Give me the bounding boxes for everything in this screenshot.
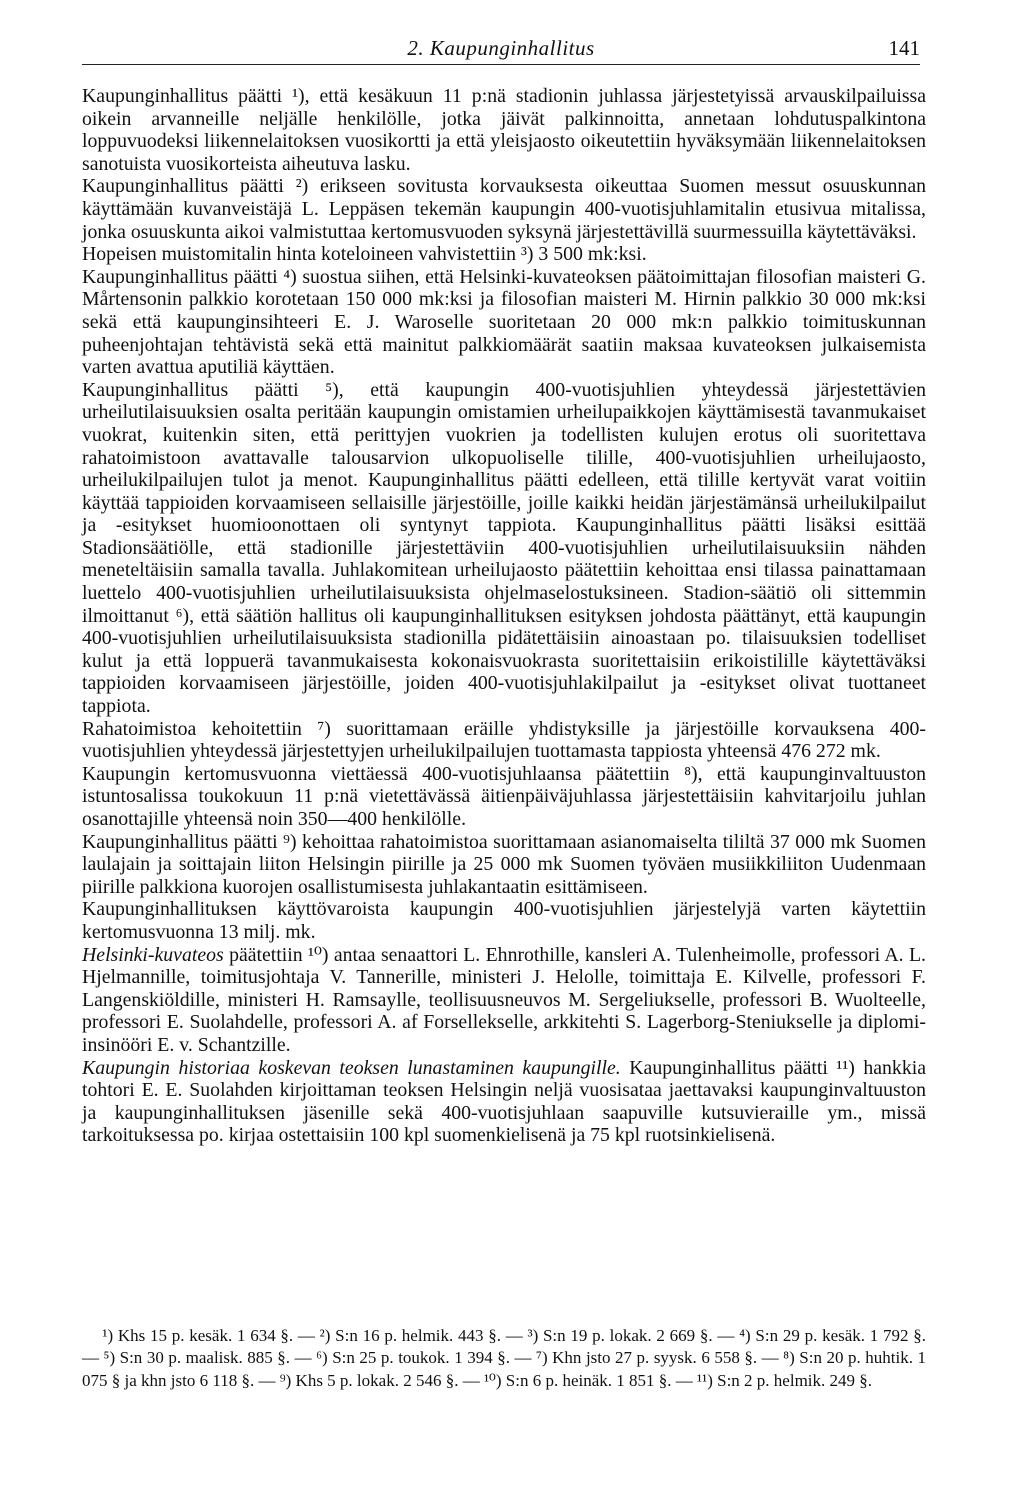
paragraph: Kaupunginhallitus päätti ¹), että kesäkuun 11 p:nä stadionin juhlassa järjestetyissä arvauskilpailuissa oikein arvanneille neljälle henkilölle, jotka jäivät palkinnoitta, annetaan lohdutuspalkintona loppuvuodeksi liikennelaitoksen vuosikortti ja että yleisjaosto oikeutettiin hyväksymään liikennelaitoksen sanotuista vuosikorteista aiheutuva lasku. [82, 85, 926, 175]
paragraph-text: päätettiin ¹⁰) antaa senaattori L. Ehnrothille, kansleri A. Tulenheimolle, professori A. L. Hjelmannille, toimitusjohtaja V. Tannerille, ministeri J. Helolle, toimittaja E. Kilvelle, professori F. Langenskiöldille, ministeri H. Ramsaylle, teollisuusneuvos M. Sergeliukselle, professori B. Wuolteelle, professori E. Suolahdelle, professori A. af Forsellekselle, arkkitehti S. Lagerborg-Steniukselle ja diplomi-insinööri E. v. Schantzille. [82, 943, 926, 1056]
paragraph-text: Kaupunginhallitus päätti ¹¹) hankkia tohtori E. E. Suolahden kirjoittaman teoksen Helsingin neljä vuosisataa jaettavaksi kaupunginvaltuuston ja kaupunginhallituksen jäsenille sekä 400-vuotisjuhlaan saapuville kutsuvieraille ym., missä tarkoituksessa po. kirjaa ostettaisiin 100 kpl suomenkielisenä ja 75 kpl ruotsinkielisenä. [82, 1056, 926, 1147]
paragraph: Kaupungin kertomusvuonna viettäessä 400-vuotisjuhlaansa päätettiin ⁸), että kaupunginvaltuuston istuntosalissa toukokuun 11 p:nä vietettävässä äitienpäiväjuhlassa järjestettäisiin kahvitarjoilu juhlan osanottajille yhteensä noin 350—400 henkilölle. [82, 762, 926, 830]
body-text [82, 85, 926, 1147]
paragraph: Kaupunginhallitus päätti ⁴) suostua siihen, että Helsinki-kuvateoksen päätoimittajan filosofian maisteri G. Mårtensonin palkkio korotetaan 150 000 mk:ksi ja filosofian maisteri M. Hirnin palkkio 30 000 mk:ksi sekä että kaupunginsihteeri E. J. Waroselle suoritetaan 20 000 mk:n palkkio toimituskunnan puheenjohtajan tehtävistä sekä että mainitut palkkiomäärät saatiin maksaa kuvateoksen julkaisemista varten avattua aputiliä käyttäen. [82, 265, 926, 379]
footnotes [82, 1325, 926, 1392]
page-number: 141 [888, 36, 920, 60]
paragraph: Rahatoimistoa kehoitettiin ⁷) suorittamaan eräille yhdistyksille ja järjestöille korvauksena 400-vuotisjuhlien yhteydessä järjestettyjen urheilukilpailujen tuottamasta tappiosta yhteensä 476 272 mk. [82, 717, 926, 763]
italic-heading: Kaupungin historiaa koskevan teoksen lunastaminen kaupungille. [82, 1056, 621, 1079]
running-title: 2. Kaupunginhallitus [407, 36, 595, 60]
paragraph: Kaupunginhallitus päätti ²) erikseen sovitusta korvauksesta oikeuttaa Suomen messut osuuskunnan käyttämään kuvanveistäjä L. Leppäsen tekemän kaupungin 400-vuotisjuhlamitalin etusivua mitalissa, jonka osuuskunta aikoi valmistuttaa kertomusvuoden syksynä järjestettävillä suurmessuilla käytettäväksi. [82, 175, 926, 243]
paragraph: Kaupunginhallitus päätti ⁹) kehoittaa rahatoimistoa suorittamaan asianomaiselta tililtä 37 000 mk Suomen laulajain ja soittajain liiton Helsingin piirille ja 25 000 mk Suomen työväen musiikkiliiton Uudenmaan piirille palkkiona kuorojen osallistumisesta juhlakantaatin esittämiseen. [82, 830, 926, 898]
italic-heading: Helsinki-kuvateos [82, 943, 224, 966]
paragraph [82, 944, 926, 1057]
paragraph [82, 1057, 926, 1147]
footnote-text: ¹) Khs 15 p. kesäk. 1 634 §. — ²) S:n 16 p. helmik. 443 §. — ³) S:n 19 p. lokak. 2 669 §. — ⁴) S:n 29 p. kesäk. 1 792 §. — ⁵) S:n 30 p. maalisk. 885 §. — ⁶) S:n 25 p. toukok. 1 394 §. — ⁷) Khn jsto 27 p. syysk. 6 558 §. — ⁸) S:n 20 p. huhtik. 1 075 § ja khn jsto 6 118 §. — ⁹) Khs 5 p. lokak. 2 546 §. — ¹⁰) S:n 6 p. heinäk. 1 851 §. — ¹¹) S:n 2 p. helmik. 249 §. [82, 1326, 926, 1390]
page-header [82, 36, 920, 65]
paragraph: Kaupunginhallituksen käyttövaroista kaupungin 400-vuotisjuhlien järjestelyjä varten käytettiin kertomusvuonna 13 milj. mk. [82, 898, 926, 943]
paragraph: Hopeisen muistomitalin hinta koteloineen vahvistettiin ³) 3 500 mk:ksi. [82, 243, 647, 266]
paragraph: Kaupunginhallitus päätti ⁵), että kaupungin 400-vuotisjuhlien yhteydessä järjestettävien urheilutilaisuuksien osalta peritään kaupungin omistamien urheilupaikkojen käyttämisestä tavanmukaiset vuokrat, kuitenkin siten, että perittyjen vuokrien ja todellisten kulujen erotus oli suoritettava rahatoimistoon avattavalle talousarvion ulkopuoliselle tilille, 400-vuotisjuhlien urheilujaosto, urheilukilpailujen tulot ja menot. Kaupunginhallitus päätti edelleen, että tilille kertyvät varat voitiin käyttää tappioiden korvaamiseen sellaisille järjestöille, joille kaikki heidän järjestämänsä urheilukilpailut ja -esitykset huomioonottaen oli syntynyt tappiota. Kaupunginhallitus päätti lisäksi esittää Stadionsäätiölle, että stadionille järjestettäviin 400-vuotisjuhlien urheilutilaisuuksiin nähden meneteltäisiin samalla tavalla. Juhlakomitean urheilujaosto päätettiin kehoittaa ensi tilassa painattamaan luettelo 400-vuotisjuhlien urheilutilaisuuksista ohjelmaselostuksineen. Stadion-säätiö oli sittemmin ilmoittanut ⁶), että säätiön hallitus oli kaupunginhallituksen esityksen johdosta päättänyt, että kaupungin 400-vuotisjuhlien urheilutilaisuuksista stadionilla pidätettäisiin ainoastaan po. tilaisuuksien todelliset kulut ja että loppuerä tavanmukaisesta kokonaisvuokrasta suoritettaisiin erikoistilille käytettäväksi tappioiden korvaamiseen järjestöille, joiden 400-vuotisjuhlakilpailut ja -esitykset olivat tuottaneet tappiota. [82, 378, 926, 718]
